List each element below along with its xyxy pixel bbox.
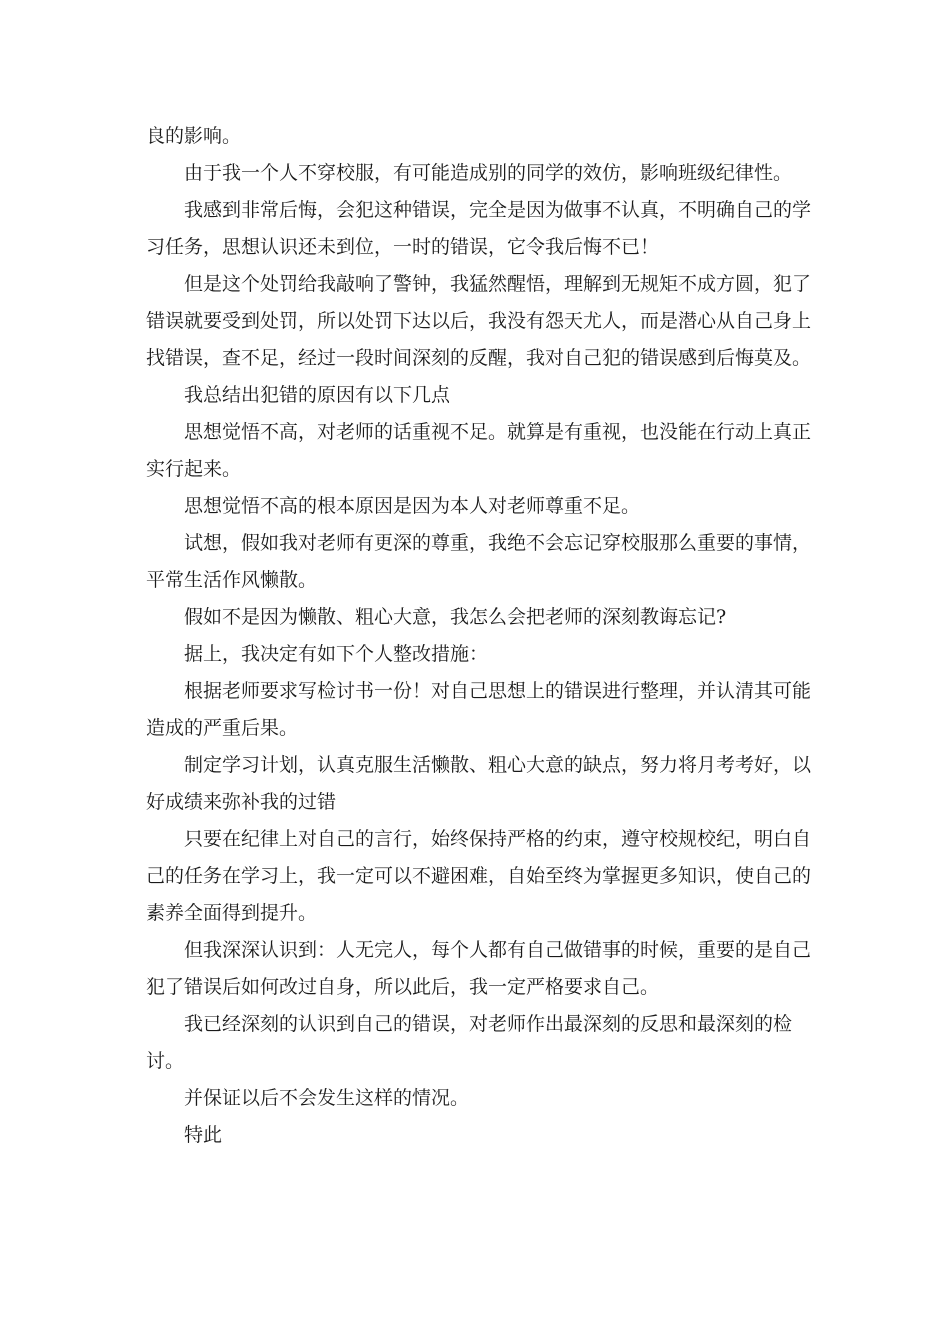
closing-line: 特此 [184,1124,223,1146]
paragraph: 试想，假如我对老师有更深的尊重，我绝不会忘记穿校服那么重要的事情，平常生活作风懒散。 [146,532,812,591]
document-body [146,118,822,1154]
paragraph: 据上，我决定有如下个人整改措施： [184,643,489,665]
paragraph: 思想觉悟不高，对老师的话重视不足。就算是有重视，也没能在行动上真正实行起来。 [146,421,812,480]
paragraph: 我总结出犯错的原因有以下几点 [184,384,451,406]
paragraph: 假如不是因为懒散、粗心大意，我怎么会把老师的深刻教诲忘记? [184,606,727,628]
paragraph: 我已经深刻的认识到自己的错误，对老师作出最深刻的反思和最深刻的检讨。 [146,1013,793,1072]
paragraph-continuation: 良的影响。 [146,125,242,147]
paragraph: 由于我一个人不穿校服，有可能造成别的同学的效仿，影响班级纪律性。 [184,162,793,184]
paragraph: 但是这个处罚给我敲响了警钟，我猛然醒悟，理解到无规矩不成方圆，犯了错误就要受到处罚，所以处罚下达以后，我没有怨天尤人，而是潜心从自己身上找错误，查不足，经过一段时间深刻的反醒，我对自己犯的错误感到后悔莫及。 [146,273,812,369]
paragraph: 并保证以后不会发生这样的情况。 [184,1087,470,1109]
paragraph: 根据老师要求写检讨书一份！对自己思想上的错误进行整理，并认清其可能造成的严重后果。 [146,680,812,739]
paragraph: 但我深深认识到：人无完人，每个人都有自己做错事的时候，重要的是自己犯了错误后如何改过自身，所以此后，我一定严格要求自己。 [146,939,812,998]
paragraph: 只要在纪律上对自己的言行，始终保持严格的约束，遵守校规校纪，明白自己的任务在学习上，我一定可以不避困难，自始至终为掌握更多知识，使自己的素养全面得到提升。 [146,828,812,924]
paragraph: 制定学习计划，认真克服生活懒散、粗心大意的缺点，努力将月考考好，以好成绩来弥补我的过错 [146,754,812,813]
paragraph: 我感到非常后悔，会犯这种错误，完全是因为做事不认真，不明确自己的学习任务，思想认识还未到位，一时的错误，它令我后悔不已！ [146,199,812,258]
paragraph: 思想觉悟不高的根本原因是因为本人对老师尊重不足。 [184,495,641,517]
